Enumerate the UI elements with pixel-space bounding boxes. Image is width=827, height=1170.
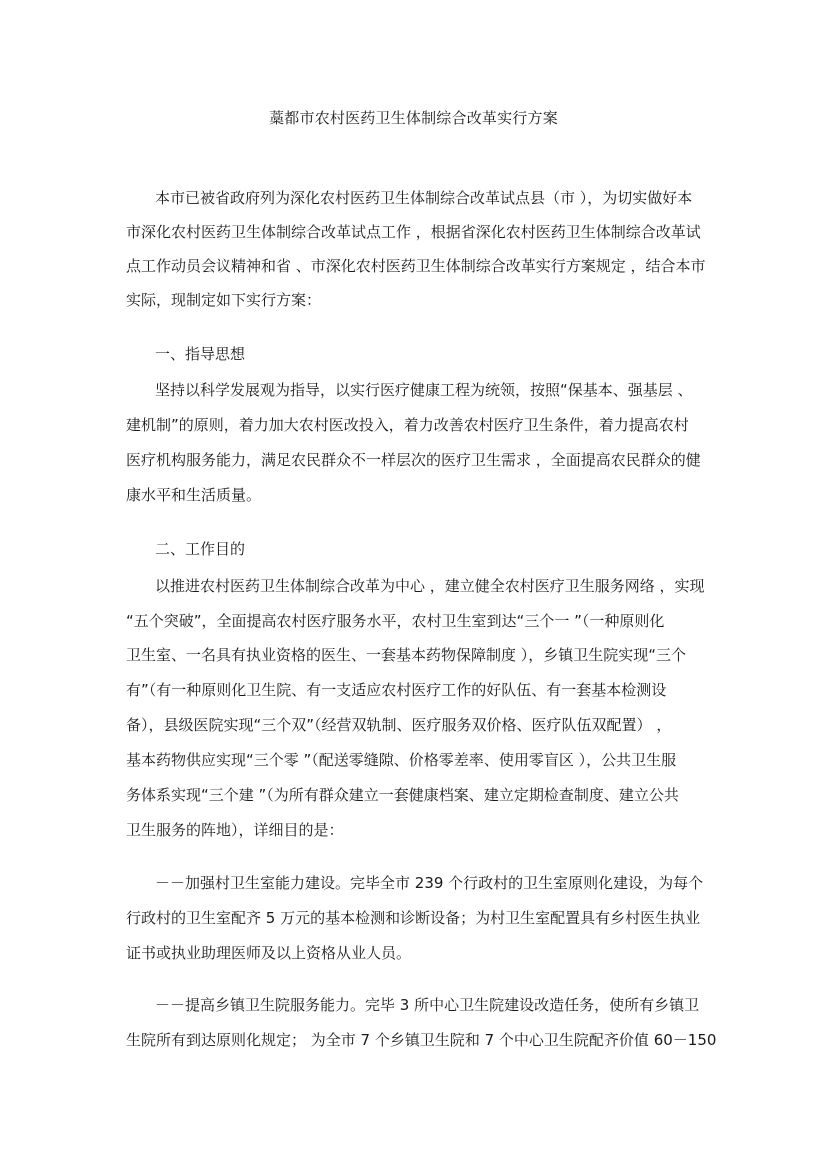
- paragraph-line: 有”（有一种原则化卫生院、有一支适应农村医疗工作的好队伍、有一套基本检测设: [126, 681, 667, 699]
- paragraph-line: 行政村的卫生室配齐 5 万元的基本检测和诊断设备；为村卫生室配置具有乡村医生执业: [126, 909, 701, 927]
- paragraph-line: 康水平和生活质量。: [126, 486, 262, 504]
- section-heading: 一、指导思想: [155, 345, 246, 363]
- paragraph-line: 坚持以科学发展观为指导，以实行医疗健康工程为统领，按照“保基本、强基层 、: [155, 381, 693, 399]
- paragraph-line: “五个突破”，全面提高农村医疗服务水平，农村卫生室到达“三个一 ”（一种原则化: [126, 612, 665, 630]
- paragraph-line: 务体系实现“三个建 ”（为所有群众建立一套健康档案、建立定期检查制度、建立公共: [126, 786, 679, 804]
- paragraph-line: 基本药物供应实现“三个零 ”（配送零缝隙、价格零差率、使用零盲区 ），公共卫生服: [126, 751, 677, 769]
- paragraph-line: 备），县级医院实现“三个双”（经营双轨制、医疗服务双价格、医疗队伍双配置） ，: [126, 716, 672, 734]
- paragraph-line: 市深化农村医药卫生体制综合改革试点工作 ，根据省深化农村医药卫生体制综合改革试: [126, 223, 701, 241]
- paragraph-line: 卫生室、一名具有执业资格的医生、一套基本药物保障制度 ），乡镇卫生院实现“三个: [126, 646, 687, 664]
- paragraph-line: 点工作动员会议精神和省 、市深化农村医药卫生体制综合改革实行方案规定 ，结合本市: [126, 257, 706, 275]
- paragraph-line: －－加强村卫生室能力建设。完毕全市 239 个行政村的卫生室原则化建设，为每个: [155, 874, 704, 892]
- paragraph-line: 卫生服务的阵地），详细目的是：: [126, 821, 344, 839]
- paragraph-line: 医疗机构服务能力，满足农民群众不一样层次的医疗卫生需求 ，全面提高农民群众的健: [126, 451, 701, 469]
- section-heading: 二、工作目的: [155, 540, 246, 558]
- document-title: 藁都市农村医药卫生体制综合改革实行方案: [269, 109, 558, 127]
- paragraph-line: －－提高乡镇卫生院服务能力。完毕 3 所中心卫生院建设改造任务，使所有乡镇卫: [155, 996, 700, 1014]
- paragraph-line: 以推进农村医药卫生体制综合改革为中心 ，建立健全农村医疗卫生服务网络 ，实现: [155, 577, 705, 595]
- paragraph-line: 证书或执业助理医师及以上资格从业人员。: [126, 944, 412, 962]
- paragraph-line: 实际，现制定如下实行方案：: [126, 291, 322, 309]
- paragraph-line: 生院所有到达原则化规定； 为全市 7 个乡镇卫生院和 7 个中心卫生院配齐价值 60－150: [126, 1031, 716, 1049]
- paragraph-line: 建机制”的原则，着力加大农村医改投入，着力改善农村医疗卫生条件，着力提高农村: [126, 416, 689, 434]
- paragraph-line: 本市已被省政府列为深化农村医药卫生体制综合改革试点县（市 ），为切实做好本: [155, 189, 693, 207]
